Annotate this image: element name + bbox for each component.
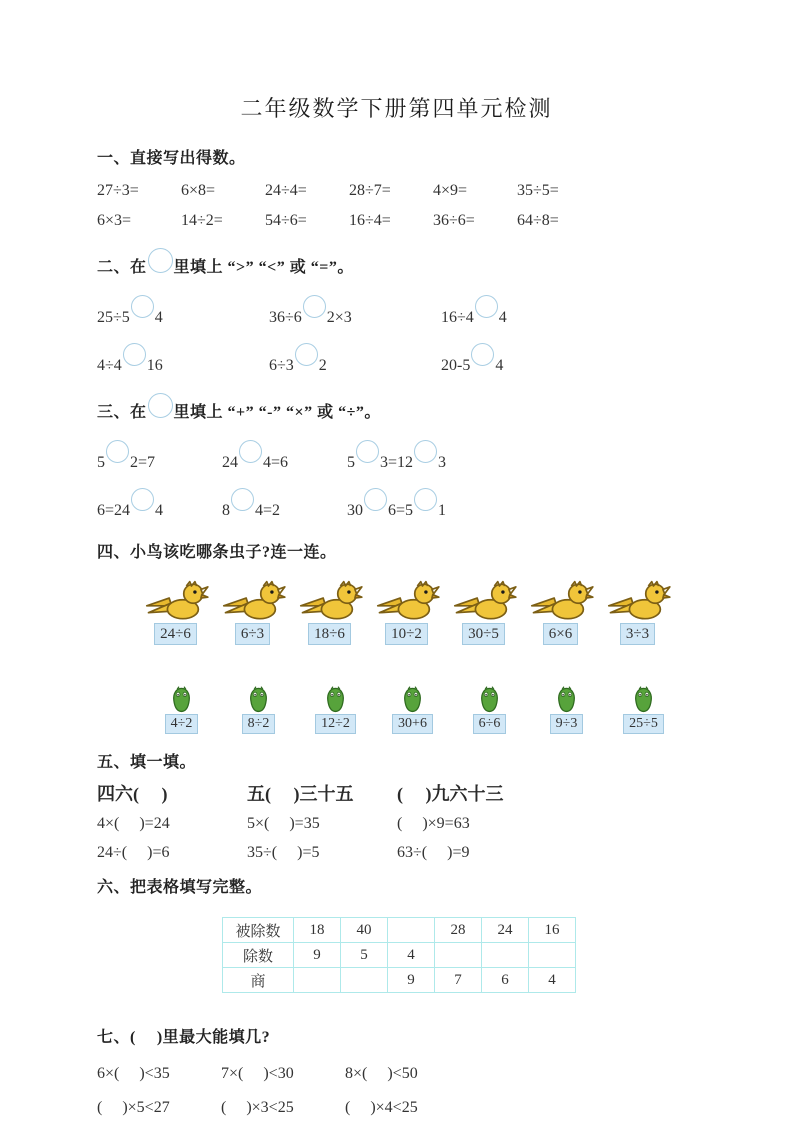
equation: 8×( )<50 bbox=[345, 1065, 418, 1082]
equation: 20-5 4 bbox=[441, 343, 613, 379]
table-cell: 18 bbox=[294, 918, 341, 943]
equation: 24÷( )=6 bbox=[97, 844, 170, 861]
equation-row bbox=[97, 1095, 743, 1121]
equation: 4×( )=24 bbox=[97, 815, 170, 832]
equation-row bbox=[97, 208, 743, 234]
answer-circle bbox=[131, 488, 154, 511]
division-table bbox=[222, 917, 576, 993]
worm-expression-label: 12÷2 bbox=[315, 714, 356, 734]
worm-icon bbox=[398, 685, 427, 714]
section-3 bbox=[97, 393, 743, 524]
equation-row bbox=[97, 488, 743, 524]
table-row-quotient bbox=[223, 968, 576, 993]
worksheet-content bbox=[0, 148, 793, 1121]
equation-row bbox=[97, 343, 743, 379]
table-cell: 7 bbox=[435, 968, 482, 993]
bird-figure bbox=[522, 580, 599, 645]
worm-figure bbox=[143, 685, 220, 734]
section-1 bbox=[97, 148, 743, 234]
equation: 6×( )<35 bbox=[97, 1065, 170, 1082]
equation-row bbox=[97, 440, 743, 476]
equation: 35÷5= bbox=[517, 182, 559, 199]
section-4 bbox=[97, 538, 743, 734]
worm-icon bbox=[167, 685, 196, 714]
section-2-heading: 二、在 里填上 “>” “<” 或 “=”。 bbox=[97, 248, 743, 283]
equation: ( )×5<27 bbox=[97, 1099, 170, 1116]
equation: 四六( ) bbox=[97, 784, 168, 804]
equation: ( )×9=63 bbox=[397, 815, 470, 832]
section-3-heading: 三、在 里填上 “+” “-” “×” 或 “÷”。 bbox=[97, 393, 743, 428]
table-cell: 28 bbox=[435, 918, 482, 943]
worm-icon bbox=[244, 685, 273, 714]
equation-row bbox=[97, 1061, 743, 1087]
worm-figure bbox=[220, 685, 297, 734]
equation: 4÷4 16 bbox=[97, 343, 269, 379]
table-cell: 4 bbox=[529, 968, 576, 993]
equation: 五( )三十五 bbox=[247, 784, 354, 804]
equation: 6=24 4 bbox=[97, 488, 222, 524]
worm-icon bbox=[321, 685, 350, 714]
answer-circle bbox=[475, 295, 498, 318]
equation: 30 6=5 1 bbox=[347, 488, 472, 524]
table-cell: 9 bbox=[294, 943, 341, 968]
worm-expression-label: 8÷2 bbox=[242, 714, 276, 734]
section-1-heading: 一、直接写出得数。 bbox=[97, 150, 246, 167]
equation: ( )×3<25 bbox=[221, 1099, 294, 1116]
equation-row bbox=[97, 782, 743, 807]
table-cell bbox=[529, 943, 576, 968]
bird-figure bbox=[445, 580, 522, 645]
table-row-header: 被除数 bbox=[223, 918, 294, 943]
table-cell: 6 bbox=[482, 968, 529, 993]
equation: 36÷6 2×3 bbox=[269, 295, 441, 331]
equation: 36÷6= bbox=[433, 212, 475, 229]
bird-icon bbox=[528, 580, 594, 623]
table-cell: 4 bbox=[388, 943, 435, 968]
equation: ( )九六十三 bbox=[397, 784, 504, 804]
table-cell bbox=[482, 943, 529, 968]
bird-figure bbox=[291, 580, 368, 645]
bird-expression-label: 10÷2 bbox=[385, 623, 428, 645]
birds-row bbox=[137, 580, 743, 645]
bird-icon bbox=[143, 580, 209, 623]
bird-icon bbox=[374, 580, 440, 623]
answer-circle bbox=[239, 440, 262, 463]
table-row-header: 除数 bbox=[223, 943, 294, 968]
worm-figure bbox=[451, 685, 528, 734]
table-row-divisor bbox=[223, 943, 576, 968]
section-5 bbox=[97, 748, 743, 865]
bird-expression-label: 30÷5 bbox=[462, 623, 505, 645]
worm-expression-label: 30+6 bbox=[392, 714, 433, 734]
bird-icon bbox=[297, 580, 363, 623]
equation: 14÷2= bbox=[181, 212, 223, 229]
table-cell bbox=[294, 968, 341, 993]
equation: 7×( )<30 bbox=[221, 1065, 294, 1082]
equation-row bbox=[97, 840, 743, 865]
equation: 25÷5 4 bbox=[97, 295, 269, 331]
section-2 bbox=[97, 248, 743, 379]
bird-figure bbox=[599, 580, 676, 645]
table-cell bbox=[341, 968, 388, 993]
equation: 16÷4= bbox=[349, 212, 391, 229]
answer-circle bbox=[414, 440, 437, 463]
bird-expression-label: 6×6 bbox=[543, 623, 578, 645]
page-title: 二年级数学下册第四单元检测 bbox=[240, 96, 553, 121]
equation: 28÷7= bbox=[349, 182, 391, 199]
table-cell: 5 bbox=[341, 943, 388, 968]
worm-figure bbox=[528, 685, 605, 734]
table-cell bbox=[435, 943, 482, 968]
worm-expression-label: 6÷6 bbox=[473, 714, 507, 734]
worm-figure bbox=[297, 685, 374, 734]
answer-circle bbox=[414, 488, 437, 511]
section-7 bbox=[97, 1023, 743, 1121]
table-cell: 9 bbox=[388, 968, 435, 993]
equation: 24 4=6 bbox=[222, 440, 347, 476]
bird-expression-label: 6÷3 bbox=[235, 623, 270, 645]
equation: ( )×4<25 bbox=[345, 1099, 418, 1116]
answer-circle bbox=[471, 343, 494, 366]
worm-expression-label: 4÷2 bbox=[165, 714, 199, 734]
equation: 5 3=12 3 bbox=[347, 440, 472, 476]
bird-expression-label: 24÷6 bbox=[154, 623, 197, 645]
answer-circle bbox=[303, 295, 326, 318]
equation: 5×( )=35 bbox=[247, 815, 320, 832]
table-cell: 16 bbox=[529, 918, 576, 943]
equation: 6÷3 2 bbox=[269, 343, 441, 379]
worms-row bbox=[143, 685, 743, 734]
answer-circle bbox=[148, 393, 173, 418]
table-cell: 40 bbox=[341, 918, 388, 943]
equation: 24÷4= bbox=[265, 182, 307, 199]
answer-circle bbox=[123, 343, 146, 366]
table-row-header: 商 bbox=[223, 968, 294, 993]
bird-icon bbox=[220, 580, 286, 623]
equation: 5 2=7 bbox=[97, 440, 222, 476]
answer-circle bbox=[295, 343, 318, 366]
worm-expression-label: 9÷3 bbox=[550, 714, 584, 734]
equation: 16÷4 4 bbox=[441, 295, 613, 331]
answer-circle bbox=[364, 488, 387, 511]
section-4-heading: 四、小鸟该吃哪条虫子?连一连。 bbox=[97, 544, 337, 561]
worm-figure bbox=[605, 685, 682, 734]
equation-row bbox=[97, 295, 743, 331]
equation: 63÷( )=9 bbox=[397, 844, 470, 861]
answer-circle bbox=[106, 440, 129, 463]
worm-icon bbox=[475, 685, 504, 714]
worm-figure bbox=[374, 685, 451, 734]
equation-row bbox=[97, 811, 743, 836]
bird-figure bbox=[214, 580, 291, 645]
answer-circle bbox=[231, 488, 254, 511]
worm-icon bbox=[552, 685, 581, 714]
answer-circle bbox=[131, 295, 154, 318]
bird-figure bbox=[137, 580, 214, 645]
table-cell: 24 bbox=[482, 918, 529, 943]
equation: 6×8= bbox=[181, 182, 216, 199]
worm-expression-label: 25÷5 bbox=[623, 714, 664, 734]
equation: 8 4=2 bbox=[222, 488, 347, 524]
equation: 27÷3= bbox=[97, 182, 139, 199]
equation: 64÷8= bbox=[517, 212, 559, 229]
table-row-dividend bbox=[223, 918, 576, 943]
equation: 35÷( )=5 bbox=[247, 844, 320, 861]
bird-icon bbox=[605, 580, 671, 623]
equation: 6×3= bbox=[97, 212, 132, 229]
bird-icon bbox=[451, 580, 517, 623]
bird-expression-label: 3÷3 bbox=[620, 623, 655, 645]
section-6-heading: 六、把表格填写完整。 bbox=[97, 879, 263, 896]
section-5-heading: 五、填一填。 bbox=[97, 754, 197, 771]
table-cell bbox=[388, 918, 435, 943]
worm-icon bbox=[629, 685, 658, 714]
equation: 54÷6= bbox=[265, 212, 307, 229]
section-7-heading: 七、( )里最大能填几? bbox=[97, 1029, 271, 1046]
equation-row bbox=[97, 178, 743, 204]
bird-figure bbox=[368, 580, 445, 645]
section-6 bbox=[97, 873, 743, 993]
answer-circle bbox=[356, 440, 379, 463]
equation: 4×9= bbox=[433, 182, 468, 199]
answer-circle bbox=[148, 248, 173, 273]
bird-expression-label: 18÷6 bbox=[308, 623, 351, 645]
